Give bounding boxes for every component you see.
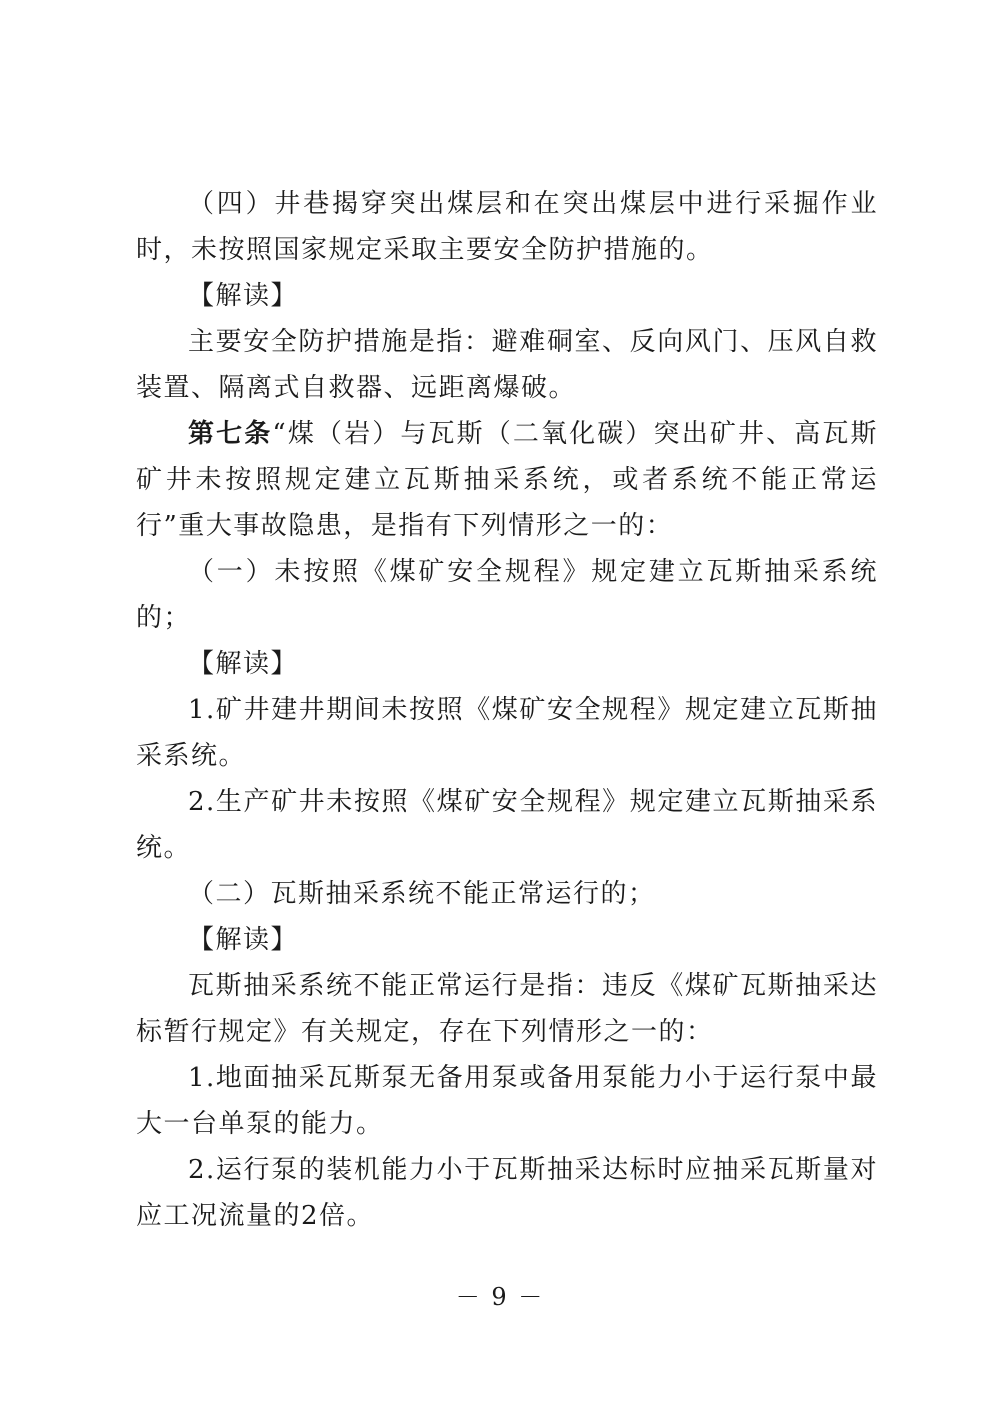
paragraph-protection-measures: 主要安全防护措施是指：避难硐室、反向风门、压风自救装置、隔离式自救器、远距离爆破。	[136, 327, 878, 403]
page-number: － 9 －	[455, 1283, 545, 1311]
paragraph-point-2: 2.生产矿井未按照《煤矿安全规程》规定建立瓦斯抽采系统。	[136, 787, 878, 863]
paragraph-item-1: （一）未按照《煤矿安全规程》规定建立瓦斯抽采系统的；	[136, 557, 878, 633]
paragraph-item-2: （二）瓦斯抽采系统不能正常运行的；	[188, 879, 656, 909]
article-7-paragraph	[136, 411, 878, 549]
article-label: 第七条	[188, 419, 273, 449]
paragraph-point-2: 2.运行泵的装机能力小于瓦斯抽采达标时应抽采瓦斯量对应工况流量的2倍。	[136, 1155, 878, 1231]
document-body	[136, 181, 878, 1239]
paragraph-point-1: 1.矿井建井期间未按照《煤矿安全规程》规定建立瓦斯抽采系统。	[136, 695, 878, 771]
article-7-text: “煤（岩）与瓦斯（二氧化碳）突出矿井、高瓦斯矿井未按照规定建立瓦斯抽采系统，或者系统不能正常运行”重大事故隐患，是指有下列情形之一的：	[136, 419, 878, 541]
interpretation-heading: 【解读】	[188, 925, 299, 955]
interpretation-heading: 【解读】	[188, 649, 299, 679]
paragraph-abnormal-operation: 瓦斯抽采系统不能正常运行是指：违反《煤矿瓦斯抽采达标暂行规定》有关规定，存在下列情形之一的：	[136, 971, 878, 1047]
paragraph-item-4: （四）井巷揭穿突出煤层和在突出煤层中进行采掘作业时，未按照国家规定采取主要安全防护措施的。	[136, 189, 878, 265]
paragraph-point-1: 1.地面抽采瓦斯泵无备用泵或备用泵能力小于运行泵中最大一台单泵的能力。	[136, 1063, 878, 1139]
interpretation-heading: 【解读】	[188, 281, 299, 311]
